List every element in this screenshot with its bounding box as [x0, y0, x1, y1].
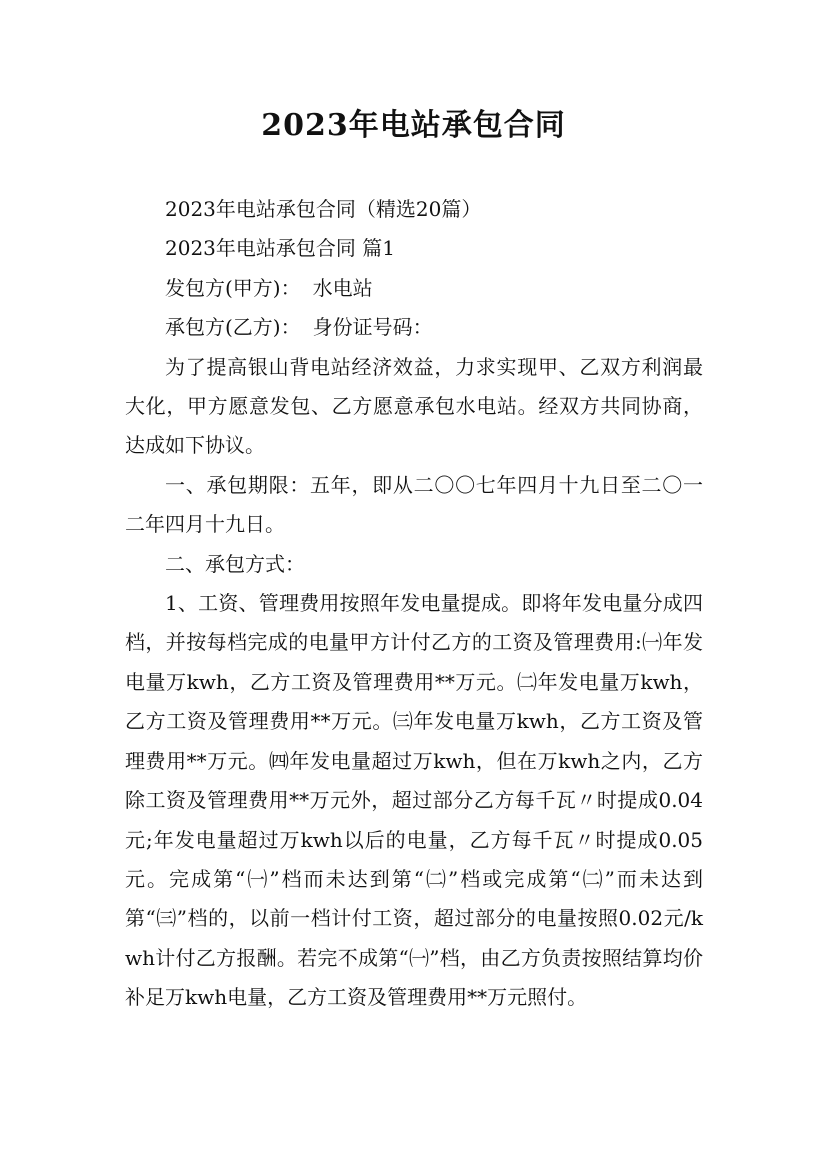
document-subtitle: 2023年电站承包合同（精选20篇） — [165, 197, 482, 221]
paragraph-intro: 为了提高银山背电站经济效益，力求实现甲、乙双方利润最大化，甲方愿意发包、乙方愿意承包水电站。经双方共同协商，达成如下协议。 — [125, 354, 703, 458]
paragraph-method-heading: 二、承包方式： — [165, 551, 305, 576]
party-a-line — [125, 269, 703, 308]
paragraph-term: 一、承包期限：五年，即从二〇〇七年四月十九日至二〇一二年四月十九日。 — [125, 472, 703, 537]
document-body — [125, 190, 703, 1018]
document-title: 2023年电站承包合同 — [261, 108, 566, 143]
paragraph-clause-1: 1、工资、管理费用按照年发电量提成。即将年发电量分成四档，并按每档完成的电量甲方计付乙方的工资及管理费用:㈠年发电量万kwh，乙方工资及管理费用**万元。㈡年发电量万kwh，乙方工资及管理费用**万元。㈢年发电量万kwh，乙方工资及管理费用**万元。㈣年发电量超过万kwh，但在万kwh之内，乙方除工资及管理费用**万元外，超过部分乙方每千瓦〃时提成0.04元;年发电量超过万kwh以后的电量，乙方每千瓦〃时提成0.05元。完成第“㈠”档而未达到第“㈡”档或完成第“㈡”而未达到第“㈢”档的，以前一档计付工资，超过部分的电量按照0.02元/kwh计付乙方报酬。若完不成第“㈠”档，由乙方负责按照结算均价补足万kwh电量，乙方工资及管理费用**万元照付。 — [125, 591, 703, 1010]
party-b-id-label: 身份证号码： — [312, 315, 433, 340]
party-b-label: 承包方(乙方)： — [165, 315, 301, 340]
party-a-value: 水电站 — [312, 275, 373, 300]
party-a-label: 发包方(甲方)： — [165, 275, 301, 300]
party-b-line — [125, 308, 703, 347]
section-heading: 2023年电站承包合同 篇1 — [165, 236, 395, 261]
